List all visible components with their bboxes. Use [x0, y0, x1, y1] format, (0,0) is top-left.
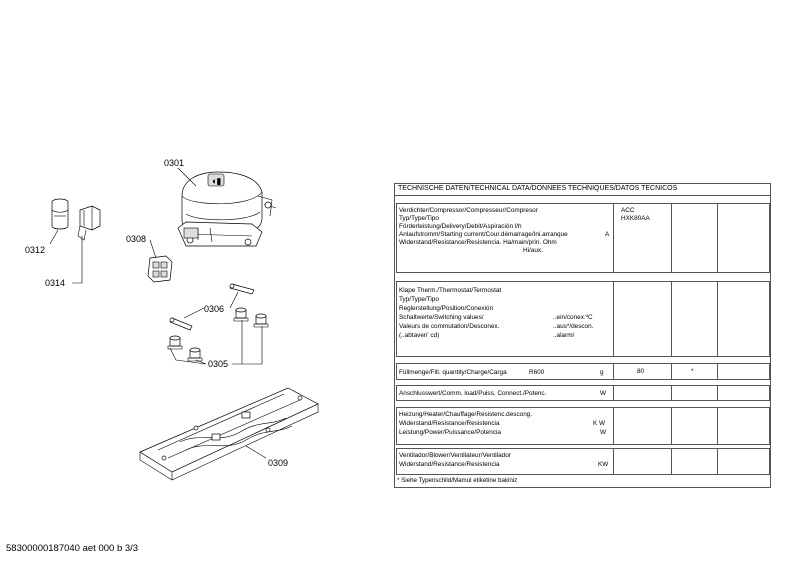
load-label: Anschlusswert/Comm. load/Puiss. Connect./Potenc. [399, 390, 547, 397]
label-0312: 0312 [25, 245, 46, 255]
technical-data-table [394, 183, 771, 488]
thermostat-section [396, 281, 770, 357]
heater-line-2: Widerstand/Resistance/Resistencia [399, 420, 500, 427]
label-0306: 0306 [204, 304, 225, 314]
thermostat-right-3: ..alarm/ [553, 332, 575, 339]
compressor-value-1: ACC [621, 207, 635, 214]
heater-line-1: Heizung/Heater/Chauffage/Resistenc.descong. [399, 411, 533, 418]
thermostat-line-4: Schaltwerte/Switching values/ [399, 314, 484, 321]
charge-refrigerant: R600 [529, 369, 545, 376]
charge-mark: * [691, 368, 694, 375]
compressor-line-5: Widerstand/Resistance/Resistencia. Ha/main/prin. Ohm [399, 239, 557, 246]
label-0308: 0308 [126, 234, 147, 244]
svg-text:◖▮: ◖▮ [211, 176, 222, 186]
thermostat-right-1: ..ein/conex.ºC [553, 314, 593, 321]
thermostat-line-6: (..abtaven' cd) [399, 332, 440, 339]
label-0305: 0305 [208, 359, 229, 369]
fan-unit: KW [598, 461, 609, 468]
fan-line-1: Ventilador/Blower/Ventilateur/Ventilador [399, 452, 511, 459]
base-plate-part [140, 388, 318, 480]
capacitor-part [52, 199, 68, 229]
charge-section [396, 363, 770, 380]
label-0314: 0314 [45, 278, 66, 288]
heater-unit-1: K W [593, 420, 606, 427]
compressor-unit-a: A [605, 231, 610, 238]
compressor-line-1: Verdichter/Compressor/Compresseur/Compresor [399, 207, 538, 214]
thermostat-line-1: Klape Therm./Thermostat/Termostat [399, 287, 502, 294]
label-0301: 0301 [164, 158, 185, 168]
compressor-line-3: Förderleistung/Delivery/Debit/Aspiración l/h [399, 223, 522, 230]
thermostat-line-5: Valeurs de commutation/Desconex. [399, 323, 500, 330]
compressor-line-4: Anlaufstromm/Starting current/Cour.démarrage/Ini.arranque [399, 231, 568, 238]
heater-section [396, 407, 770, 445]
charge-unit: g [600, 369, 604, 376]
charge-value: 80 [637, 368, 645, 375]
label-0309: 0309 [268, 458, 289, 468]
fan-line-2: Widerstand/Resistance/Resistencia [399, 461, 500, 468]
thermostat-right-2: ..aus*/descon. [553, 323, 594, 330]
relay-part [148, 256, 172, 282]
heater-line-3: Leistung/Power/Puissance/Potencia [399, 429, 501, 436]
thermostat-line-3: Reglerstellung/Position/Conexión [399, 305, 494, 312]
load-unit: W [600, 390, 607, 397]
fan-section [396, 448, 770, 475]
header-divider [394, 195, 771, 196]
heater-unit-2: W [600, 429, 607, 436]
compressor-line-2: Typ/Type/Tipo [399, 215, 439, 222]
grommet-parts [168, 308, 268, 361]
document-code: 58300000187040 aet 000 b 3/3 [6, 543, 139, 554]
charge-label: Füllmenge/Fill. quantity/Charge/Carga [399, 369, 507, 376]
capacitor-bracket-part [78, 206, 100, 240]
table-header: TECHNISCHE DATEN/TECHNICAL DATA/DONNEES TECHNIQUES/DATOS TECNICOS [398, 185, 678, 192]
table-footnote: * Siehe Typenschild/Mamul etiketine bakiniz [397, 477, 518, 484]
load-section [396, 385, 770, 401]
compressor-value-2: HXK80AA [621, 215, 650, 222]
thermostat-line-2: Typ/Type/Tipo [399, 296, 439, 303]
compressor-section [396, 203, 770, 273]
compressor-sub: Hi/aux. [523, 247, 543, 254]
